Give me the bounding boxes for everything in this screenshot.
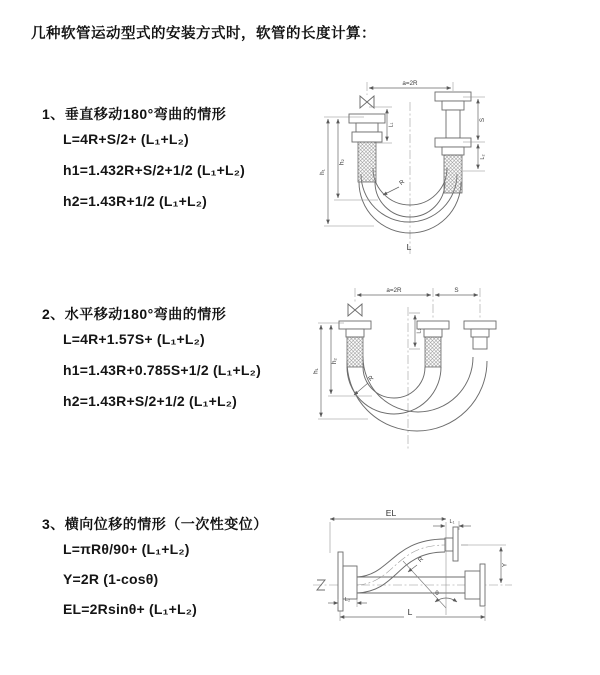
braid-section bbox=[444, 155, 462, 193]
section-3-heading: 3、横向位移的情形（一次性变位） bbox=[42, 516, 268, 532]
section-2-formula-h1: h1=1.43R+0.785S+1/2 (L₁+L₂) bbox=[63, 362, 261, 378]
d3-right-flange bbox=[465, 564, 485, 606]
section-1-heading: 1、垂直移动180°弯曲的情形 bbox=[42, 106, 227, 122]
braid-section bbox=[425, 337, 441, 367]
d2-centerlines bbox=[355, 288, 480, 451]
dim-label-h1: h₁ bbox=[319, 169, 326, 175]
dim-label-s: S bbox=[454, 287, 459, 294]
dim-label-l2: L₂ bbox=[344, 597, 351, 603]
braid-section bbox=[347, 337, 363, 367]
d1-centerlines bbox=[367, 82, 453, 254]
section-1-formula-L: L=4R+S/2+ (L₁+L₂) bbox=[63, 131, 189, 147]
dim-label-h1: h₁ bbox=[312, 368, 320, 374]
section-2-formula-h2: h2=1.43R+S/2+1/2 (L₁+L₂) bbox=[63, 393, 238, 409]
d3-geometry-lines bbox=[403, 522, 446, 615]
dim-label-l2: L₂ bbox=[416, 328, 423, 334]
diagram-lateral-displacement bbox=[305, 503, 590, 655]
dim-label-a2r: a=2R bbox=[386, 287, 402, 294]
dim-label-l1: L₁ bbox=[449, 519, 455, 525]
diagram-vertical-180-bend bbox=[312, 76, 578, 258]
dim-label-h2: h₂ bbox=[331, 358, 338, 364]
braid-section bbox=[358, 142, 376, 182]
dim-label-s: S bbox=[479, 117, 486, 123]
d3-upper-flange bbox=[445, 527, 458, 561]
dim-label-h2: h₂ bbox=[338, 159, 346, 165]
d2-left-pipe bbox=[339, 304, 371, 367]
dim-label-y: Y bbox=[501, 562, 509, 568]
d1-right-pipe bbox=[435, 92, 471, 193]
dim-label-l1: L₁ bbox=[388, 122, 395, 128]
d1-left-pipe bbox=[349, 96, 385, 182]
dim-label-theta: θ bbox=[435, 590, 439, 597]
section-3-formula-Y: Y=2R (1-cosθ) bbox=[63, 571, 159, 587]
section-1-formula-h2: h2=1.43R+1/2 (L₁+L₂) bbox=[63, 193, 208, 209]
d2-hose-curves bbox=[347, 357, 487, 431]
dim-label-el: EL bbox=[385, 508, 397, 518]
valve-icon bbox=[348, 304, 362, 316]
dim-label-r: R bbox=[416, 555, 426, 565]
dim-label-l: L bbox=[406, 242, 412, 252]
section-3-formula-L: L=πRθ/90+ (L₁+L₂) bbox=[63, 541, 190, 557]
dim-label-l: L bbox=[407, 607, 413, 617]
section-2-formula-L: L=4R+1.57S+ (L₁+L₂) bbox=[63, 331, 205, 347]
page-title: 几种软管运动型式的安装方式时，软管的长度计算： bbox=[31, 26, 376, 42]
dim-label-l2: L₂ bbox=[480, 154, 486, 160]
section-3-formula-EL: EL=2Rsinθ+ (L₁+L₂) bbox=[63, 601, 198, 617]
section-1-formula-h1: h1=1.432R+S/2+1/2 (L₁+L₂) bbox=[63, 162, 245, 178]
valve-icon bbox=[360, 96, 374, 108]
d2-right-pipe bbox=[464, 321, 496, 349]
dim-label-r: R bbox=[367, 374, 376, 383]
section-2-heading: 2、水平移动180°弯曲的情形 bbox=[42, 306, 227, 322]
diagram-horizontal-180-bend bbox=[310, 283, 582, 455]
d2-middle-pipe bbox=[417, 321, 449, 367]
dim-label-r: R bbox=[398, 178, 407, 187]
dim-label-a2r: a=2R bbox=[402, 80, 418, 87]
